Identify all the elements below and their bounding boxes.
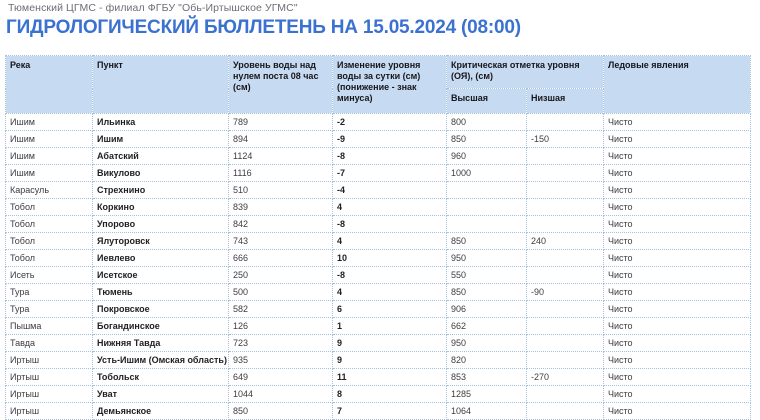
cell-change: 4	[333, 199, 447, 216]
table-row	[6, 403, 751, 420]
cell-point: Исетское	[93, 267, 229, 284]
cell-point: Упорово	[93, 216, 229, 233]
cell-ice: Чисто	[604, 114, 751, 131]
cell-crit-high	[447, 182, 527, 199]
table-row	[6, 301, 751, 318]
cell-change: 11	[333, 369, 447, 386]
cell-level: 743	[229, 233, 333, 250]
cell-level: 510	[229, 182, 333, 199]
table-row	[6, 284, 751, 301]
cell-ice: Чисто	[604, 352, 751, 369]
cell-crit-low	[527, 182, 604, 199]
cell-point: Иевлево	[93, 250, 229, 267]
cell-river: Тавда	[6, 335, 93, 352]
cell-crit-high: 1064	[447, 403, 527, 420]
organization-line: Тюменский ЦГМС - филиал ФГБУ "Обь-Иртышское УГМС"	[8, 2, 298, 14]
cell-crit-low	[527, 114, 604, 131]
cell-crit-high: 1000	[447, 165, 527, 182]
cell-crit-low: 240	[527, 233, 604, 250]
cell-point: Ильинка	[93, 114, 229, 131]
table-body	[6, 114, 751, 420]
cell-ice: Чисто	[604, 165, 751, 182]
cell-crit-low	[527, 403, 604, 420]
cell-level: 126	[229, 318, 333, 335]
cell-crit-low: -270	[527, 369, 604, 386]
col-header-level: Уровень воды над нулем поста 08 час (см)	[229, 56, 333, 114]
table-row	[6, 352, 751, 369]
cell-ice: Чисто	[604, 267, 751, 284]
cell-change: -8	[333, 148, 447, 165]
cell-level: 842	[229, 216, 333, 233]
cell-point: Покровское	[93, 301, 229, 318]
hydro-bulletin-table	[5, 55, 751, 420]
table-row	[6, 386, 751, 403]
cell-change: -2	[333, 114, 447, 131]
cell-crit-low: -150	[527, 131, 604, 148]
table-row	[6, 182, 751, 199]
cell-crit-high: 850	[447, 131, 527, 148]
cell-river: Иртыш	[6, 369, 93, 386]
cell-level: 1044	[229, 386, 333, 403]
cell-ice: Чисто	[604, 216, 751, 233]
cell-river: Пышма	[6, 318, 93, 335]
cell-crit-low	[527, 301, 604, 318]
cell-change: 4	[333, 284, 447, 301]
table-row	[6, 216, 751, 233]
cell-crit-high: 950	[447, 250, 527, 267]
cell-river: Ишим	[6, 131, 93, 148]
cell-change: 6	[333, 301, 447, 318]
cell-level: 894	[229, 131, 333, 148]
cell-river: Исеть	[6, 267, 93, 284]
cell-point: Стрехнино	[93, 182, 229, 199]
cell-crit-high	[447, 216, 527, 233]
cell-ice: Чисто	[604, 335, 751, 352]
cell-change: -8	[333, 216, 447, 233]
cell-level: 789	[229, 114, 333, 131]
cell-change: -9	[333, 131, 447, 148]
cell-point: Нижняя Тавда	[93, 335, 229, 352]
table-row	[6, 335, 751, 352]
cell-level: 582	[229, 301, 333, 318]
cell-point: Демьянское	[93, 403, 229, 420]
table-row	[6, 165, 751, 182]
cell-crit-high: 1285	[447, 386, 527, 403]
cell-crit-low	[527, 165, 604, 182]
table-row	[6, 131, 751, 148]
cell-ice: Чисто	[604, 403, 751, 420]
page-title: ГИДРОЛОГИЧЕСКИЙ БЮЛЛЕТЕНЬ НА 15.05.2024 (08:00)	[6, 17, 521, 38]
cell-point: Викулово	[93, 165, 229, 182]
cell-crit-high	[447, 199, 527, 216]
cell-level: 500	[229, 284, 333, 301]
cell-level: 1124	[229, 148, 333, 165]
cell-crit-low	[527, 318, 604, 335]
table-row	[6, 199, 751, 216]
cell-ice: Чисто	[604, 250, 751, 267]
col-header-river: Река	[6, 56, 93, 114]
cell-river: Ишим	[6, 114, 93, 131]
cell-point: Уват	[93, 386, 229, 403]
cell-level: 666	[229, 250, 333, 267]
cell-level: 850	[229, 403, 333, 420]
cell-level: 1116	[229, 165, 333, 182]
cell-river: Ишим	[6, 148, 93, 165]
table-row	[6, 369, 751, 386]
cell-point: Ишим	[93, 131, 229, 148]
cell-crit-low	[527, 199, 604, 216]
cell-change: 8	[333, 386, 447, 403]
table-row	[6, 148, 751, 165]
cell-river: Тобол	[6, 233, 93, 250]
cell-point: Тюмень	[93, 284, 229, 301]
cell-crit-low	[527, 216, 604, 233]
cell-crit-low	[527, 335, 604, 352]
cell-crit-high: 850	[447, 233, 527, 250]
cell-point: Абатский	[93, 148, 229, 165]
cell-crit-high: 820	[447, 352, 527, 369]
cell-crit-high: 960	[447, 148, 527, 165]
cell-ice: Чисто	[604, 148, 751, 165]
col-header-crit-high: Высшая	[447, 89, 527, 114]
cell-crit-high: 853	[447, 369, 527, 386]
cell-crit-high: 850	[447, 284, 527, 301]
cell-ice: Чисто	[604, 318, 751, 335]
cell-ice: Чисто	[604, 131, 751, 148]
cell-level: 649	[229, 369, 333, 386]
cell-river: Тобол	[6, 216, 93, 233]
cell-river: Тура	[6, 301, 93, 318]
cell-river: Тобол	[6, 199, 93, 216]
col-header-ice: Ледовые явления	[604, 56, 751, 114]
cell-level: 839	[229, 199, 333, 216]
table-row	[6, 114, 751, 131]
cell-ice: Чисто	[604, 386, 751, 403]
cell-ice: Чисто	[604, 199, 751, 216]
cell-river: Иртыш	[6, 352, 93, 369]
cell-point: Коркино	[93, 199, 229, 216]
cell-river: Тобол	[6, 250, 93, 267]
cell-crit-high: 906	[447, 301, 527, 318]
cell-river: Иртыш	[6, 403, 93, 420]
cell-ice: Чисто	[604, 182, 751, 199]
cell-level: 935	[229, 352, 333, 369]
cell-change: 9	[333, 335, 447, 352]
cell-point: Ялуторовск	[93, 233, 229, 250]
cell-ice: Чисто	[604, 284, 751, 301]
cell-ice: Чисто	[604, 233, 751, 250]
cell-ice: Чисто	[604, 369, 751, 386]
col-header-crit-low: Низшая	[527, 89, 604, 114]
cell-level: 723	[229, 335, 333, 352]
cell-crit-low	[527, 386, 604, 403]
table-header	[6, 56, 751, 114]
cell-crit-low	[527, 250, 604, 267]
cell-crit-high: 662	[447, 318, 527, 335]
cell-change: 10	[333, 250, 447, 267]
cell-change: -8	[333, 267, 447, 284]
cell-point: Тобольск	[93, 369, 229, 386]
col-header-critical: Критическая отметка уровня (ОЯ), (см)	[447, 56, 604, 89]
cell-crit-high: 950	[447, 335, 527, 352]
cell-crit-low	[527, 267, 604, 284]
cell-crit-low: -90	[527, 284, 604, 301]
table-row	[6, 233, 751, 250]
cell-ice: Чисто	[604, 301, 751, 318]
cell-change: 7	[333, 403, 447, 420]
cell-change: -4	[333, 182, 447, 199]
table-row	[6, 267, 751, 284]
cell-crit-high: 550	[447, 267, 527, 284]
table-row	[6, 318, 751, 335]
cell-point: Усть-Ишим (Омская область)	[93, 352, 229, 369]
cell-river: Карасуль	[6, 182, 93, 199]
cell-river: Тура	[6, 284, 93, 301]
col-header-change: Изменение уровня воды за сутки (см) (понижение - знак минуса)	[333, 56, 447, 114]
cell-level: 250	[229, 267, 333, 284]
cell-river: Ишим	[6, 165, 93, 182]
cell-change: 9	[333, 352, 447, 369]
cell-change: 1	[333, 318, 447, 335]
cell-river: Иртыш	[6, 386, 93, 403]
cell-crit-high: 800	[447, 114, 527, 131]
cell-change: 4	[333, 233, 447, 250]
cell-change: -7	[333, 165, 447, 182]
cell-crit-low	[527, 352, 604, 369]
cell-crit-low	[527, 148, 604, 165]
col-header-point: Пункт	[93, 56, 229, 114]
cell-point: Богандинское	[93, 318, 229, 335]
table-row	[6, 250, 751, 267]
